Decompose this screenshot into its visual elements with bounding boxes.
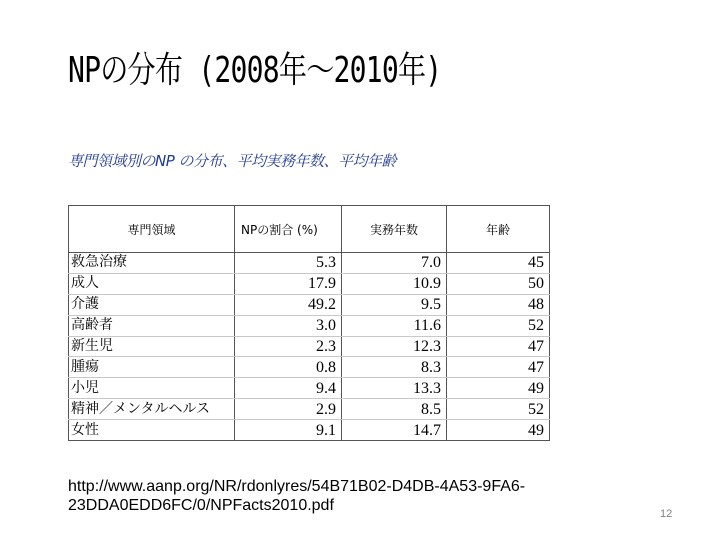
cell-years-of-practice: 14.7 — [342, 420, 447, 441]
cell-years-of-practice: 13.3 — [342, 378, 447, 399]
table-row — [69, 253, 550, 274]
header-np-percentage: NPの割合 (%) — [235, 206, 342, 253]
cell-np-percentage: 9.4 — [235, 378, 342, 399]
source-url-line-2[interactable]: 23DDA0EDD6FC/0/NPFacts2010.pdf — [68, 497, 334, 514]
cell-domain: 救急治療 — [69, 253, 235, 274]
cell-domain: 腫瘍 — [69, 357, 235, 378]
cell-np-percentage: 2.3 — [235, 336, 342, 357]
cell-years-of-practice: 8.3 — [342, 357, 447, 378]
table-row — [69, 357, 550, 378]
cell-np-percentage: 2.9 — [235, 399, 342, 420]
header-age: 年齢 — [447, 206, 550, 253]
cell-domain: 精神／メンタルヘルス — [69, 399, 235, 420]
table-header-row — [69, 206, 550, 253]
cell-age: 47 — [447, 336, 550, 357]
cell-np-percentage: 17.9 — [235, 273, 342, 294]
table-row — [69, 399, 550, 420]
cell-np-percentage: 5.3 — [235, 253, 342, 274]
cell-domain: 高齢者 — [69, 315, 235, 336]
cell-age: 52 — [447, 399, 550, 420]
slide-title: NPの分布 (2008年～2010年) — [68, 50, 442, 91]
cell-domain: 女性 — [69, 420, 235, 441]
page-number: 12 — [660, 508, 673, 520]
table-row — [69, 315, 550, 336]
source-url[interactable] — [68, 477, 628, 515]
cell-np-percentage: 3.0 — [235, 315, 342, 336]
table-row — [69, 378, 550, 399]
table-row — [69, 420, 550, 441]
cell-years-of-practice: 10.9 — [342, 273, 447, 294]
header-years-of-practice: 実務年数 — [342, 206, 447, 253]
header-domain: 専門領域 — [69, 206, 235, 253]
np-distribution-table — [68, 205, 550, 441]
np-distribution-table-wrapper — [68, 205, 550, 441]
cell-years-of-practice: 11.6 — [342, 315, 447, 336]
cell-age: 49 — [447, 420, 550, 441]
cell-years-of-practice: 8.5 — [342, 399, 447, 420]
cell-age: 52 — [447, 315, 550, 336]
table-row — [69, 273, 550, 294]
cell-age: 50 — [447, 273, 550, 294]
cell-years-of-practice: 7.0 — [342, 253, 447, 274]
cell-years-of-practice: 12.3 — [342, 336, 447, 357]
table-row — [69, 294, 550, 315]
cell-domain: 成人 — [69, 273, 235, 294]
cell-age: 48 — [447, 294, 550, 315]
cell-age: 47 — [447, 357, 550, 378]
cell-age: 49 — [447, 378, 550, 399]
cell-domain: 介護 — [69, 294, 235, 315]
cell-np-percentage: 49.2 — [235, 294, 342, 315]
cell-domain: 新生児 — [69, 336, 235, 357]
source-url-line-1[interactable]: http://www.aanp.org/NR/rdonlyres/54B71B02-D4DB-4A53-9FA6- — [68, 478, 526, 495]
cell-np-percentage: 0.8 — [235, 357, 342, 378]
cell-np-percentage: 9.1 — [235, 420, 342, 441]
table-row — [69, 336, 550, 357]
cell-years-of-practice: 9.5 — [342, 294, 447, 315]
cell-age: 45 — [447, 253, 550, 274]
cell-domain: 小児 — [69, 378, 235, 399]
table-caption: 専門領域別のNP の分布、平均実務年数、平均年齢 — [68, 152, 397, 170]
